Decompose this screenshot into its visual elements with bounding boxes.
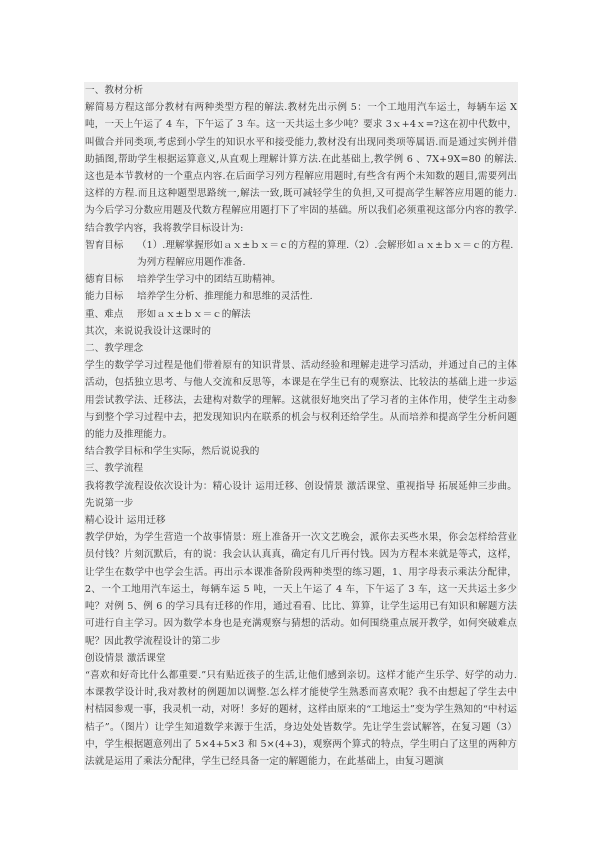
transition-text: 其次，来说说我设计这课时的 [85, 325, 212, 337]
heading-teaching-philosophy: 二、教学理念 [85, 343, 144, 355]
paragraph-process-intro: 我将教学流程设依次设计为：精心设计 运用迁移、创设情景 激活课堂、重视指导 拓展延伸三步曲。先说第一步 [85, 480, 517, 509]
goal-text: 形如ａｘ±ｂｘ＝ｃ的解法 [137, 308, 251, 320]
transition-text: 结合教学目标和学生实际，然后说说我的 [85, 446, 260, 458]
goal-label: 德育目标 [85, 274, 124, 286]
goal-row-key-points [84, 306, 518, 323]
goal-label: 重、难点 [85, 308, 124, 320]
paragraph-step-one: 教学伊始，为学生营造一个故事情景：班上准备开一次文艺晚会，派你去买些水果，你会怎样给营业员付钱？片刻沉默后，有的说：我会认认真真，确定有几斤再付钱。因为方程本来就是等式，这样，让学生在数学中也学会生活。再出示本课准备阶段两种类型的练习题，1、用字母表示乘法分配律，2、一个工地用汽车运土，每辆车运 5 吨，一天上午运了 4 车，下午运了 3 车，这一天共运土多少吨？对例 5、例 6 的学习具有迁移的作用，通过看看、比比、算算，让学生运用已有知识和解题方法可进行自主学习。因为数学本身也是充满观察与猜想的活动。如何围绕重点展开教学，如何突破难点呢？因此教学流程设计的第二步 [85, 532, 517, 647]
goal-label: 能力目标 [85, 291, 124, 303]
goal-text: （1）.理解掌握形如ａｘ±ｂｘ＝ｃ的方程的算理.（2）.会解形如ａｘ±ｂｘ＝ｃ的方程.为列方程解应用题作准备. [137, 239, 514, 269]
goal-text: 培养学生学习中的团结互助精神。 [137, 274, 281, 286]
subheading-step-two: 创设情景 激活课堂 [85, 652, 166, 664]
goal-row-intellectual [84, 237, 518, 271]
heading-textbook-analysis: 一、教材分析 [85, 85, 144, 96]
goal-row-moral [84, 271, 518, 288]
paragraph-philosophy: 学生的数学学习过程是他们带着原有的知识背景、活动经验和理解走进学习活动，并通过自己的主体活动，包括独立思考、与他人交流和反思等，本课是在学生已有的观察法、比较法的基础上进一步运用尝试教学法、迁移法，去建构对数学的理解。这就很好地突出了学习者的主体作用，使学生主动参与到整个学习过程中去，把发现知识内在联系的机会与权利还给学生。从而培养和提高学生分析问题的能力及推理能力。 [85, 360, 517, 441]
paragraph-step-two: “喜欢和好奇比什么都重要.”只有贴近孩子的生活,让他们感到亲切。这样才能产生乐学、好学的动力.本课教学设计时,我对教材的例题加以调整.怎么样才能使学生熟悉而喜欢呢？我不由想起了学生去中村桔园参观一事，我灵机一动，对呀！多好的题材，这样由原来的“工地运土”变为学生熟知的“中村运桔子”。（图片）让学生知道数学来源于生活，身边处处皆数学。先让学生尝试解答，在复习题（3）中，学生根据题意列出了 5×4+5×3 和 5×(4+3)，观察两个算式的特点，学生明白了这里的两种方法就是运用了乘法分配律，学生已经具备一定的解题能力，在此基础上，由复习题演 [85, 669, 517, 767]
goal-label: 智育目标 [85, 239, 124, 251]
paragraph-analysis: 解简易方程这部分教材有两种类型方程的解法.教材先出示例 5：一个工地用汽车运土，每辆车运 X 吨，一天上午运了 4 车，下午运了 3 车。这一天共运土多少吨？要求 3ｘ+4ｘ=?这在初中代数中，叫做合并同类项,考虑到小学生的知识水平和接受能力,教材没有出现同类项等属语.而是通过实例并借助插图,帮助学生根据运算意义,从直观上理解计算方法.在此基础上,教学例 6 、7X+9X=80 的解法.这也是本节教材的一个重点内容.在后面学习列方程解应用题时,有些含有两个未知数的题目,需要列出这样的方程.而且这种题型思路统一,解法一致,既可减轻学生的负担,又可提高学生解答应用题的能力.为今后学习分数应用题及代数方程解应用题打下了牢固的基础。所以我们必须重视这部分内容的教学.结合教学内容，我将教学目标设计为: [85, 102, 517, 234]
document-page [84, 82, 518, 770]
subheading-step-one: 精心设计 运用迁移 [85, 515, 166, 527]
goal-row-ability [84, 288, 518, 305]
heading-teaching-process: 三、教学流程 [85, 463, 144, 475]
goal-text: 培养学生分析、推理能力和思维的灵活性. [137, 291, 313, 303]
